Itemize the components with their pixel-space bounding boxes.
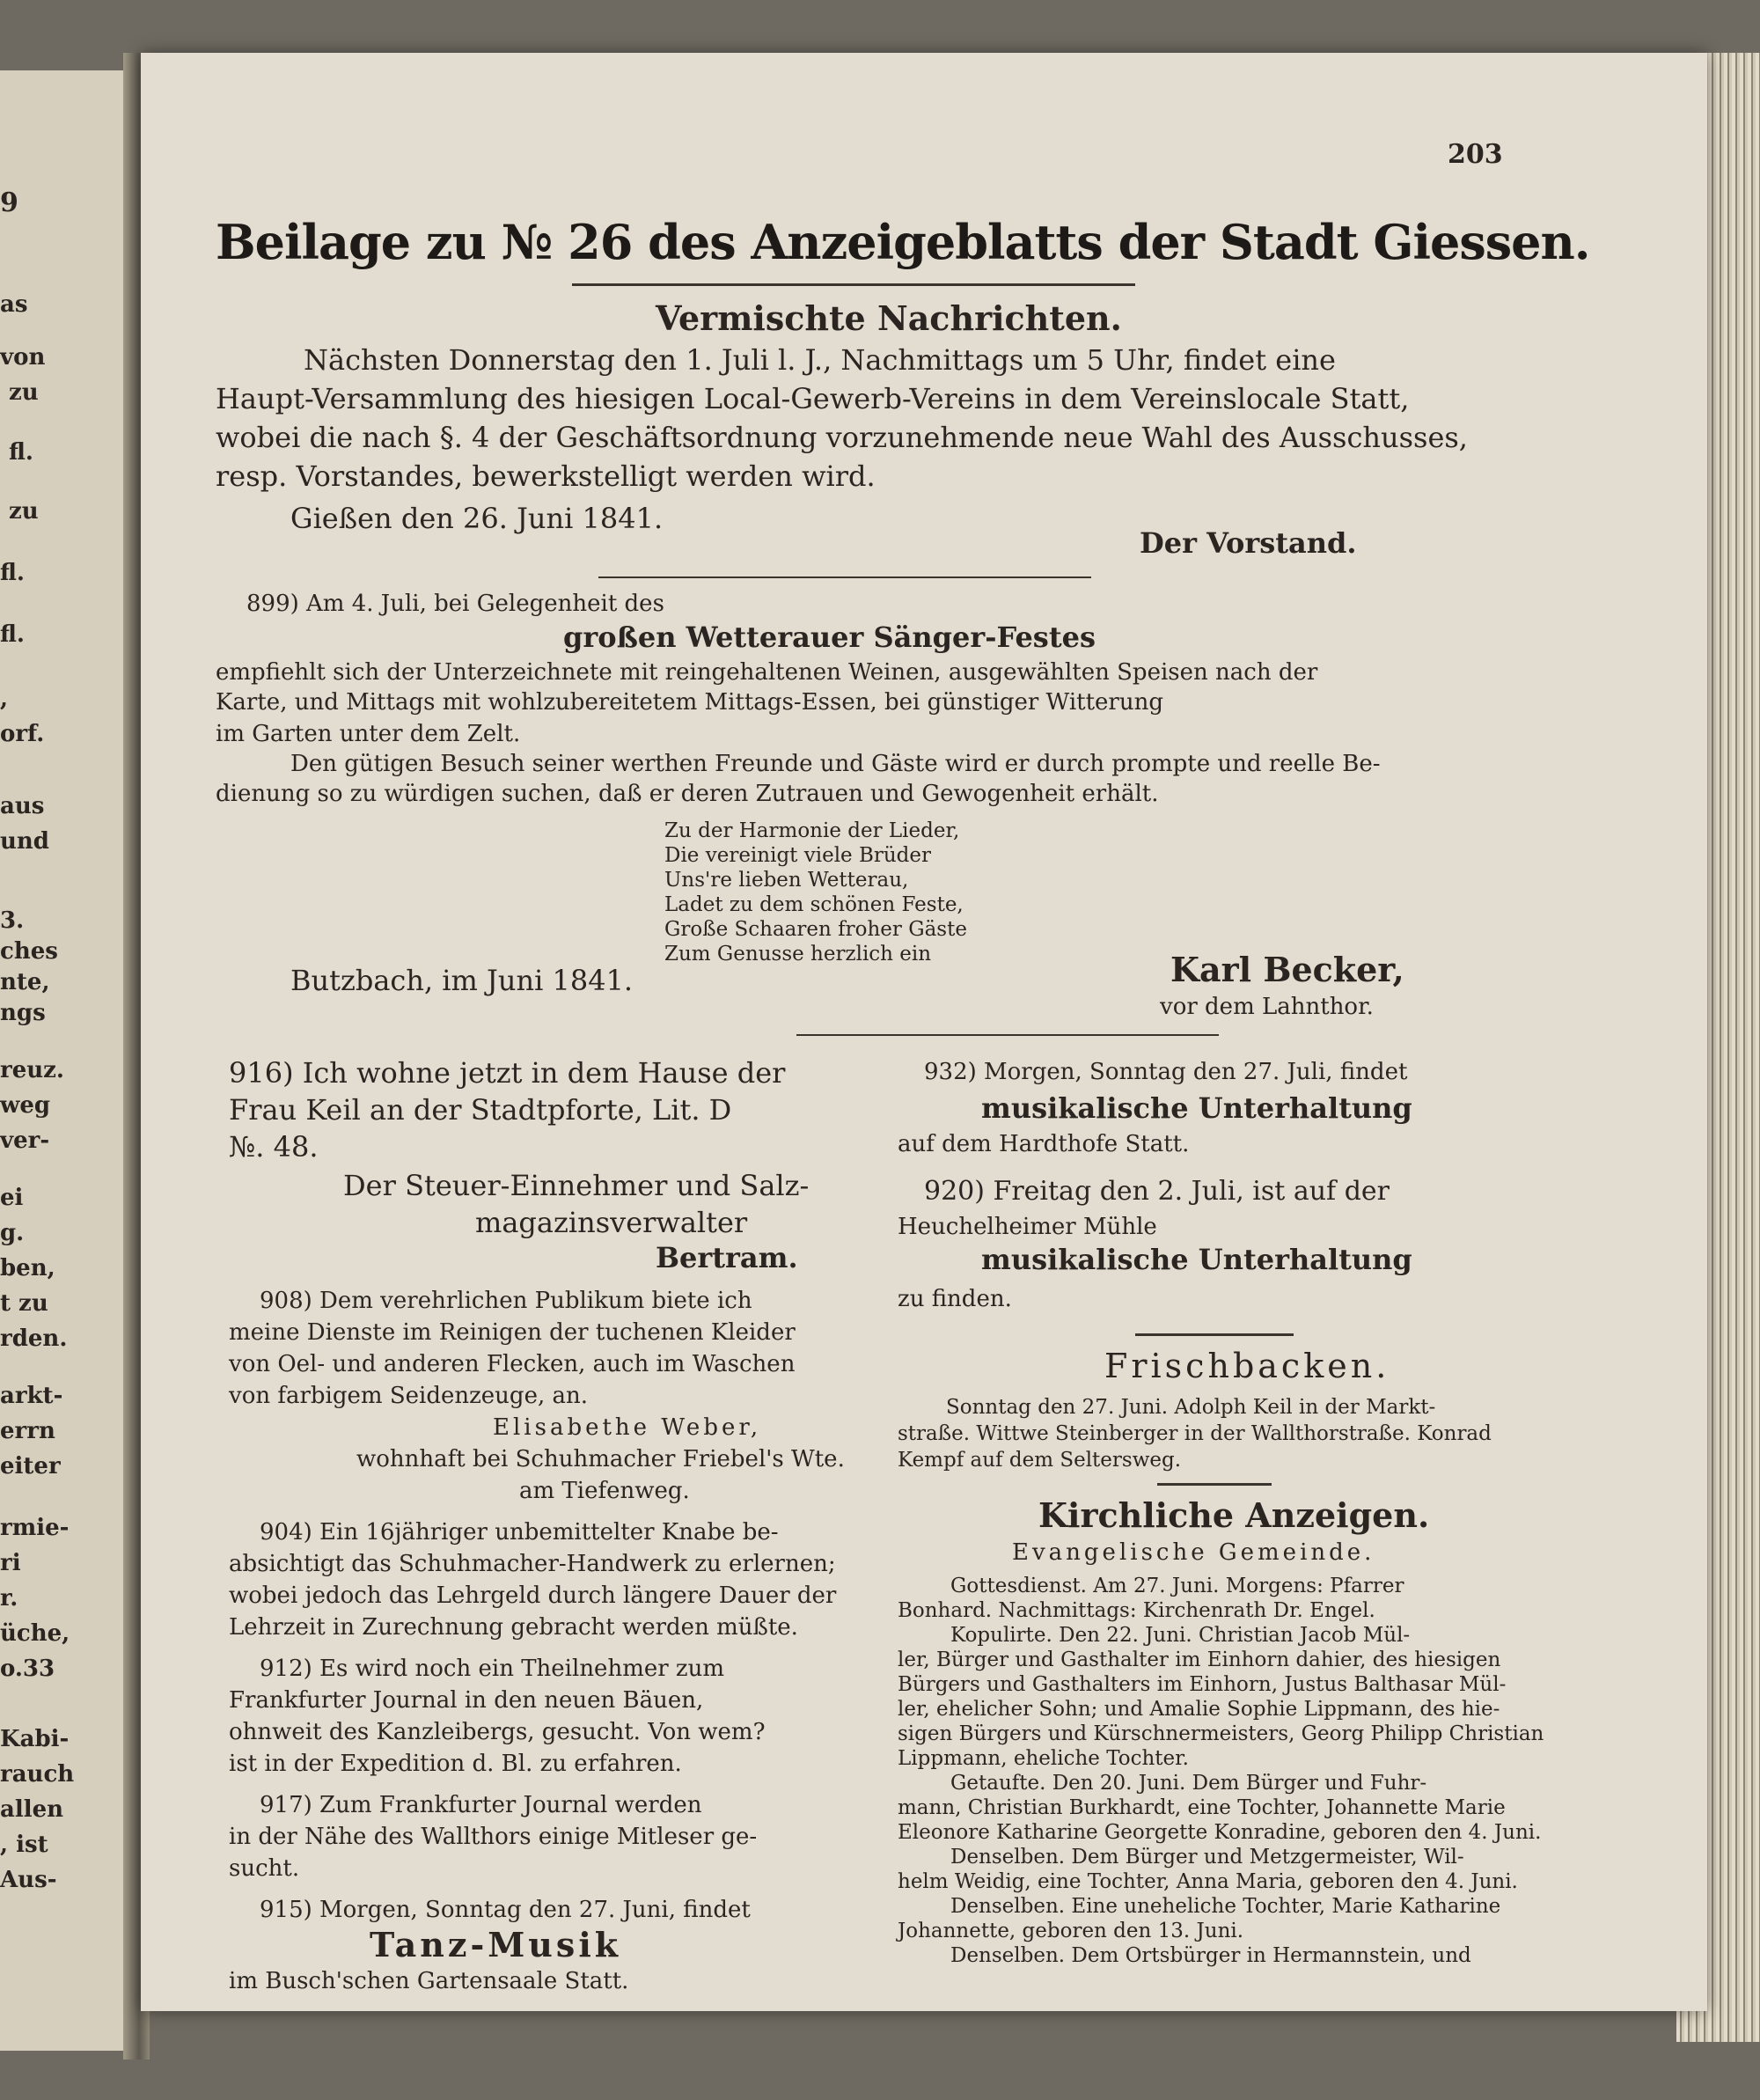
ad-text: 915) Morgen, Sonntag den 27. Juni, findet: [260, 1897, 751, 1923]
text-line: Denselben. Eine uneheliche Tochter, Marie Katharine: [950, 1895, 1501, 1918]
ad-text: empfiehlt sich der Unterzeichnete mit reingehaltenen Weinen, ausgewählten Speisen nach der: [216, 659, 1318, 686]
text-line: straße. Wittwe Steinberger in der Wallthorstraße. Konrad: [898, 1422, 1492, 1445]
previous-page-edge: [0, 70, 132, 2051]
fragment: ches: [0, 938, 58, 965]
ad-text: 912) Es wird noch ein Theilnehmer zum: [260, 1656, 725, 1682]
ad-text: Lehrzeit in Zurechnung gebracht werden müßte.: [229, 1614, 798, 1641]
section-subheading: Evangelische Gemeinde.: [1012, 1539, 1375, 1566]
poem-line: Die vereinigt viele Brüder: [664, 844, 932, 867]
fragment: reuz.: [0, 1057, 64, 1083]
section-heading: Kirchliche Anzeigen.: [1038, 1495, 1430, 1535]
text-line: Haupt-Versammlung des hiesigen Local-Gewerb-Vereins in dem Vereinslocale Statt,: [216, 382, 1410, 415]
fragment: o.33: [0, 1656, 55, 1682]
ad-text: Den gütigen Besuch seiner werthen Freunde und Gäste wird er durch prompte und reelle Be-: [290, 751, 1381, 777]
fragment: zu: [9, 379, 39, 406]
poem-line: Uns're lieben Wetterau,: [664, 869, 909, 892]
fragment: 3.: [0, 907, 25, 934]
newspaper-page: [141, 53, 1707, 2011]
ad-text: Frau Keil an der Stadtpforte, Lit. D: [229, 1093, 732, 1127]
fragment: ,: [0, 686, 9, 712]
ad-text: meine Dienste im Reinigen der tuchenen Kleider: [229, 1319, 796, 1346]
fragment: ver-: [0, 1127, 50, 1154]
ad-text: ist in der Expedition d. Bl. zu erfahren.: [229, 1751, 682, 1777]
ad-text: im Garten unter dem Zelt.: [216, 721, 521, 747]
fragment: ei: [0, 1185, 24, 1211]
text-line: helm Weidig, eine Tochter, Anna Maria, geboren den 4. Juni.: [898, 1870, 1518, 1893]
text-line: Denselben. Dem Ortsbürger in Hermannstein, und: [950, 1944, 1471, 1967]
fragment: Aus-: [0, 1867, 57, 1893]
text-line: ler, ehelicher Sohn; und Amalie Sophie Lippmann, des hie-: [898, 1698, 1500, 1721]
ad-signature: magazinsverwalter: [475, 1206, 748, 1239]
fragment: zu: [9, 498, 39, 525]
fragment: fl.: [0, 560, 25, 586]
ad-text: von farbigem Seidenzeuge, an.: [229, 1383, 589, 1409]
text-line: Sonntag den 27. Juni. Adolph Keil in der Markt-: [946, 1396, 1436, 1419]
ad-text: 916) Ich wohne jetzt in dem Hause der: [229, 1056, 786, 1090]
section-heading: Frischbacken.: [1104, 1347, 1390, 1385]
fragment: errn: [0, 1418, 55, 1444]
ad-text: dienung so zu würdigen suchen, daß er deren Zutrauen und Gewogenheit erhält.: [216, 781, 1159, 807]
text-line: mann, Christian Burkhardt, eine Tochter, Johannette Marie: [898, 1796, 1506, 1819]
text-line: Nächsten Donnerstag den 1. Juli l. J., Nachmittags um 5 Uhr, findet eine: [304, 343, 1336, 377]
masthead-rule: [572, 283, 1135, 286]
ad-text: 908) Dem verehrlichen Publikum biete ich: [260, 1288, 752, 1314]
ad-text: Frankfurter Journal in den neuen Bäuen,: [229, 1687, 704, 1714]
ad-text: absichtigt das Schuhmacher-Handwerk zu erlernen;: [229, 1551, 836, 1577]
divider: [1157, 1483, 1272, 1486]
text-line: resp. Vorstandes, bewerkstelligt werden wird.: [216, 459, 876, 493]
text-line: Johannette, geboren den 13. Juni.: [898, 1920, 1244, 1942]
fragment: eiter: [0, 1453, 61, 1480]
ad-text: zu finden.: [898, 1286, 1012, 1312]
ad-address: am Tiefenweg.: [519, 1478, 690, 1504]
ad-text: von Oel- und anderen Flecken, auch im Waschen: [229, 1351, 796, 1377]
ad-address: wohnhaft bei Schuhmacher Friebel's Wte.: [356, 1446, 845, 1472]
ad-text: 904) Ein 16jähriger unbemittelter Knabe be-: [260, 1519, 779, 1546]
poem-line: Zum Genusse herzlich ein: [664, 943, 932, 966]
ad-headline: musikalische Unterhaltung: [981, 1243, 1412, 1276]
fragment: üche,: [0, 1620, 70, 1647]
fragment: ri: [0, 1550, 21, 1576]
ad-text: №. 48.: [229, 1130, 319, 1164]
fragment: von: [0, 344, 46, 371]
signature: Der Vorstand.: [1140, 526, 1357, 560]
ad-text: ohnweit des Kanzleibergs, gesucht. Von wem?: [229, 1719, 766, 1745]
ad-signature: Der Steuer-Einnehmer und Salz-: [343, 1169, 810, 1202]
text-line: Eleonore Katharine Georgette Konradine, geboren den 4. Juni.: [898, 1821, 1542, 1844]
fragment: fl.: [0, 621, 25, 648]
ad-headline: Tanz-Musik: [370, 1925, 622, 1964]
page-number: 203: [1448, 139, 1503, 170]
text-line: Kopulirte. Den 22. Juni. Christian Jacob Mül-: [950, 1624, 1411, 1647]
fragment: rmie-: [0, 1515, 70, 1541]
ad-text: Heuchelheimer Mühle: [898, 1214, 1157, 1240]
ad-place: Butzbach, im Juni 1841.: [290, 964, 634, 997]
fragment: Kabi-: [0, 1726, 70, 1752]
fragment: r.: [0, 1585, 18, 1612]
ad-headline: musikalische Unterhaltung: [981, 1091, 1412, 1125]
divider: [1135, 1333, 1294, 1336]
fragment: t zu: [0, 1290, 48, 1317]
fragment: ngs: [0, 1000, 46, 1026]
fragment: weg: [0, 1092, 51, 1119]
ad-text: 917) Zum Frankfurter Journal werden: [260, 1792, 702, 1818]
ad-signature: Karl Becker,: [1170, 950, 1404, 989]
ad-headline: großen Wetterauer Sänger-Festes: [563, 620, 1096, 654]
dateline: Gießen den 26. Juni 1841.: [290, 502, 664, 535]
text-line: Kempf auf dem Seltersweg.: [898, 1449, 1182, 1472]
ad-signature: Elisabethe Weber,: [493, 1414, 762, 1441]
text-line: ler, Bürger und Gasthalter im Einhorn dahier, des hiesigen: [898, 1648, 1501, 1671]
text-line: Lippmann, eheliche Tochter.: [898, 1747, 1189, 1770]
text-line: Gottesdienst. Am 27. Juni. Morgens: Pfarrer: [950, 1575, 1404, 1597]
ad-text: wobei jedoch das Lehrgeld durch längere Dauer der: [229, 1582, 837, 1609]
ad-address: vor dem Lahnthor.: [1160, 994, 1374, 1020]
section-heading: Vermischte Nachrichten.: [656, 298, 1122, 338]
divider: [598, 576, 1091, 578]
text-line: Getaufte. Den 20. Juni. Dem Bürger und Fuhr-: [950, 1772, 1427, 1795]
fragment: allen: [0, 1796, 64, 1823]
ad-text: in der Nähe des Wallthors einige Mitleser ge-: [229, 1824, 758, 1850]
ad-text: sucht.: [229, 1855, 300, 1882]
divider: [796, 1034, 1219, 1036]
ad-text: Karte, und Mittags mit wohlzubereitetem Mittags-Essen, bei günstiger Witterung: [216, 689, 1163, 716]
fragment: as: [0, 291, 28, 318]
fragment: orf.: [0, 721, 45, 747]
fragment: rden.: [0, 1325, 68, 1352]
ad-text: 932) Morgen, Sonntag den 27. Juli, findet: [924, 1059, 1408, 1085]
text-line: Denselben. Dem Bürger und Metzgermeister, Wil-: [950, 1846, 1464, 1869]
fragment: aus: [0, 793, 45, 819]
ad-text: 899) Am 4. Juli, bei Gelegenheit des: [246, 591, 664, 617]
text-line: wobei die nach §. 4 der Geschäftsordnung vorzunehmende neue Wahl des Ausschusses,: [216, 421, 1468, 454]
fragment: und: [0, 828, 49, 855]
text-line: sigen Bürgers und Kürschnermeisters, Georg Philipp Christian: [898, 1722, 1544, 1745]
text-line: Bonhard. Nachmittags: Kirchenrath Dr. Engel.: [898, 1599, 1375, 1622]
fragment: rauch: [0, 1761, 75, 1788]
masthead: Beilage zu № 26 des Anzeigeblatts der Stadt Giessen.: [216, 214, 1590, 270]
fragment: nte,: [0, 969, 50, 995]
fragment: , ist: [0, 1832, 48, 1858]
fragment: ben,: [0, 1255, 55, 1281]
fragment: g.: [0, 1220, 25, 1246]
poem-line: Zu der Harmonie der Lieder,: [664, 819, 960, 842]
fragment: arkt-: [0, 1383, 63, 1409]
ad-text: im Busch'schen Gartensaale Statt.: [229, 1968, 629, 1994]
fragment: fl.: [9, 439, 33, 466]
ad-text: auf dem Hardthofe Statt.: [898, 1131, 1190, 1157]
fragment: 9: [0, 187, 18, 218]
ad-text: 920) Freitag den 2. Juli, ist auf der: [924, 1176, 1390, 1207]
text-line: Bürgers und Gasthalters im Einhorn, Justus Balthasar Mül-: [898, 1673, 1507, 1696]
poem-line: Ladet zu dem schönen Feste,: [664, 893, 964, 916]
poem-line: Große Schaaren froher Gäste: [664, 918, 967, 941]
ad-signature: Bertram.: [656, 1241, 798, 1274]
